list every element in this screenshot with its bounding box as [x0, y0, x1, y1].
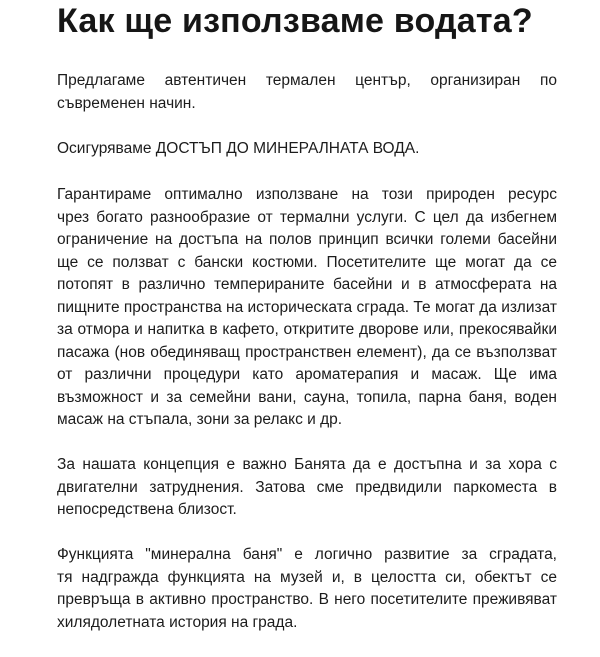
text-line: възможност и за семейни вани, сауна, топила, парна баня, воден [57, 388, 557, 406]
paragraph-services [57, 184, 557, 432]
text-line: от различни процедури като ароматерапия и масаж. Ще има [57, 366, 557, 383]
text-line: Осигуряваме ДОСТЪП ДО МИНЕРАЛНАТА ВОДА. [57, 139, 420, 157]
text-line: съвременен начин. [57, 94, 196, 112]
text-line: превръща в активно пространство. В него посетителите преживяват [57, 591, 557, 608]
paragraph-function [57, 544, 557, 634]
text-line: масаж на стъпала, зони за релакс и др. [57, 411, 343, 428]
text-line: двигателни затруднения. Затова сме предвидили паркоместа в [57, 478, 557, 496]
page-title: Как ще използваме водата? [57, 2, 533, 40]
text-line: За нашата концепция е важно Банята да е достъпна и за хора с [57, 456, 557, 473]
text-line: Гарантираме оптимално използване на този природен ресурс [57, 186, 557, 203]
paragraph-intro [57, 70, 557, 115]
article-body [57, 70, 557, 657]
text-line: тя надгражда функцията на музей и, в целостта си, обектът се [57, 568, 557, 586]
text-line: потопят в различно темперираните басейни и в атмосферата на [57, 276, 557, 293]
text-line: пасажа (нов обединяващ пространствен елемент), да се възползват [57, 343, 557, 361]
paragraph-accessibility [57, 454, 557, 522]
text-line: Функцията "минерална баня" е логично развитие за сградата, [57, 546, 557, 563]
text-line: за отмора и напитка в кафето, откритите дворове или, прекосявайки [57, 321, 557, 338]
text-line: хилядолетната история на града. [57, 613, 298, 631]
text-line: ще се ползват с бански костюми. Посетителите ще могат да се [57, 253, 557, 271]
text-line: непосредствена близост. [57, 501, 237, 518]
text-line: чрез богато разнообразие от термални услуги. С цел да избегнем [57, 208, 557, 226]
text-line: пищните пространства на историческата сграда. Те могат да излизат [57, 298, 557, 316]
text-line: ограничение на достъпа на полов принцип всички големи басейни [57, 231, 557, 248]
text-line: Предлагаме автентичен термален център, организиран по [57, 72, 557, 89]
paragraph-access [57, 138, 557, 161]
